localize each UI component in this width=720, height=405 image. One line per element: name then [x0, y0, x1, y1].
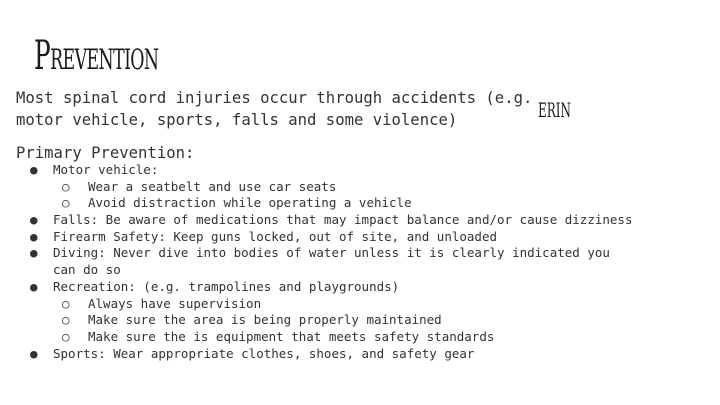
bullet-marker: ● [30, 162, 38, 177]
bullet-marker: ● [30, 345, 38, 361]
handwritten-annotation: ERIN [538, 98, 572, 122]
list-item [0, 195, 720, 212]
intro-line: motor vehicle, sports, falls and some violence) [16, 111, 458, 129]
section-heading: Primary Prevention: [16, 144, 195, 162]
bullet-marker: ● [30, 228, 38, 244]
list-item-text: Firearm Safety: Keep guns locked, out of site, and unloaded [53, 228, 498, 244]
list-item-text: Make sure the is equipment that meets safety standards [88, 328, 495, 344]
intro-line: Most spinal cord injuries occur through accidents (e.g. [16, 89, 533, 107]
sub-bullet-marker: ○ [62, 312, 70, 328]
list-item [0, 262, 720, 279]
list-item-text: Recreation: (e.g. trampolines and playgrounds) [53, 278, 400, 294]
list-item-text: Wear a seatbelt and use car seats [88, 178, 337, 194]
sub-bullet-marker: ○ [62, 178, 70, 194]
sub-bullet-marker: ○ [62, 295, 70, 311]
list-item [0, 279, 720, 296]
sub-bullet-marker: ○ [62, 328, 70, 344]
list-item-text: Avoid distraction while operating a vehicle [88, 195, 412, 211]
list-item-text: Falls: Be aware of medications that may impact balance and/or cause dizziness [53, 212, 633, 228]
list-item-text: Motor vehicle: [53, 162, 159, 177]
sub-bullet-marker: ○ [62, 195, 70, 211]
bullet-marker: ● [30, 212, 38, 228]
list-item-text: Diving: Never dive into bodies of water unless it is clearly indicated you [53, 245, 610, 261]
list-item [0, 179, 720, 196]
bullet-marker: ● [30, 278, 38, 294]
bullet-marker: ● [30, 245, 38, 261]
list-item [0, 245, 720, 262]
list-item [0, 346, 720, 363]
list-item [0, 296, 720, 313]
slide-title: Prevention [34, 33, 159, 79]
list-item-text: can do so [53, 262, 121, 278]
list-item [0, 312, 720, 329]
list-item-text: Always have supervision [88, 295, 262, 311]
intro-paragraph [16, 87, 532, 131]
list-item-text: Sports: Wear appropriate clothes, shoes, and safety gear [53, 345, 475, 361]
list-item [0, 212, 720, 229]
list-item-text: Make sure the area is being properly maintained [88, 312, 442, 328]
list-item [0, 229, 720, 246]
prevention-list [0, 162, 720, 362]
list-item [0, 329, 720, 346]
list-item [0, 162, 720, 179]
